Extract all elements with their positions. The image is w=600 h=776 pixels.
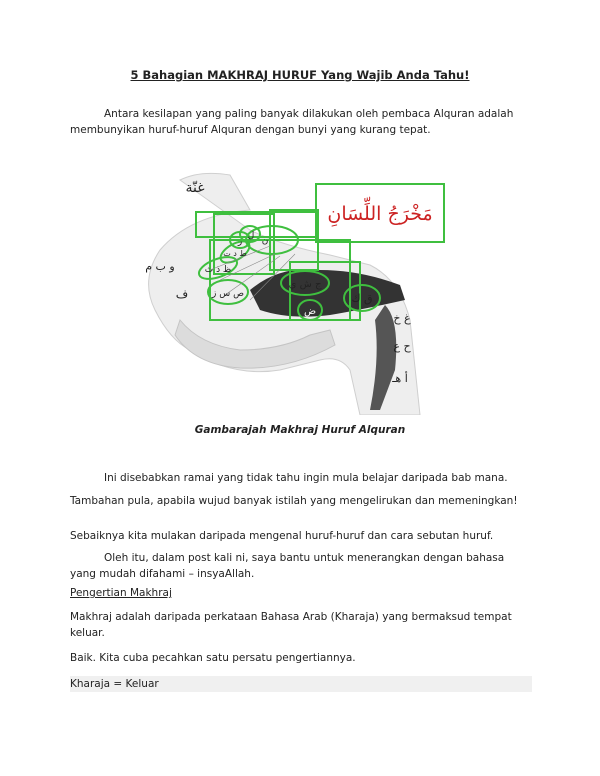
- label-fa: ف: [175, 287, 189, 301]
- label-throat-2: ح ع: [393, 340, 411, 353]
- paragraph-1: Ini disebabkan ramai yang tidak tahu ingin mula belajar daripada bab mana.: [104, 472, 508, 484]
- figure-caption: Gambarajah Makhraj Huruf Alquran: [194, 424, 406, 436]
- paragraph-4: Oleh itu, dalam post kali ni, saya bantu untuk menerangkan dengan bahasa yang mudah difahami – insyaAllah.: [70, 552, 505, 580]
- heading-pengertian: Pengertian Makhraj: [70, 587, 172, 599]
- label-letters-8: ض: [303, 306, 317, 317]
- label-letters-2: ط د ت: [223, 249, 247, 258]
- label-letters-9: ق ك: [351, 292, 373, 305]
- label-throat-1: غ خ: [393, 312, 411, 325]
- label-letters-5: ر: [237, 237, 243, 247]
- paragraph-6: Baik. Kita cuba pecahkan satu persatu pengertiannya.: [70, 652, 356, 664]
- paragraph-2: Tambahan pula, apabila wujud banyak istilah yang mengelirukan dan memeningkan!: [70, 495, 518, 507]
- label-letters-3: ل: [247, 231, 255, 241]
- label-lips: و ب م: [145, 260, 175, 273]
- label-letters-7: ج ش ي: [288, 279, 322, 290]
- label-letters-1: ظ ذ ث: [204, 265, 232, 275]
- makhraj-diagram: [130, 170, 450, 415]
- label-lisan: مَخْرَجُ اللِّسَانِ: [327, 203, 433, 225]
- label-ghunnah: غنّة: [185, 180, 205, 196]
- kharaja-definition: Kharaja = Keluar: [70, 676, 532, 692]
- label-letters-6: ص س ز: [212, 289, 244, 299]
- label-letters-4: ن: [261, 236, 269, 246]
- paragraph-3: Sebaiknya kita mulakan daripada mengenal huruf-huruf dan cara sebutan huruf.: [70, 530, 494, 542]
- page-title: 5 Bahagian MAKHRAJ HURUF Yang Wajib Anda Tahu!: [130, 68, 470, 82]
- paragraph-5: Makhraj adalah daripada perkataan Bahasa Arab (Kharaja) yang bermaksud tempat keluar.: [70, 611, 512, 639]
- label-throat-3: أ هـ: [392, 372, 408, 385]
- intro-paragraph: Antara kesilapan yang paling banyak dilakukan oleh pembaca Alquran adalah membunyikan huruf-huruf Alquran dengan bunyi yang kurang tepat.: [70, 108, 514, 136]
